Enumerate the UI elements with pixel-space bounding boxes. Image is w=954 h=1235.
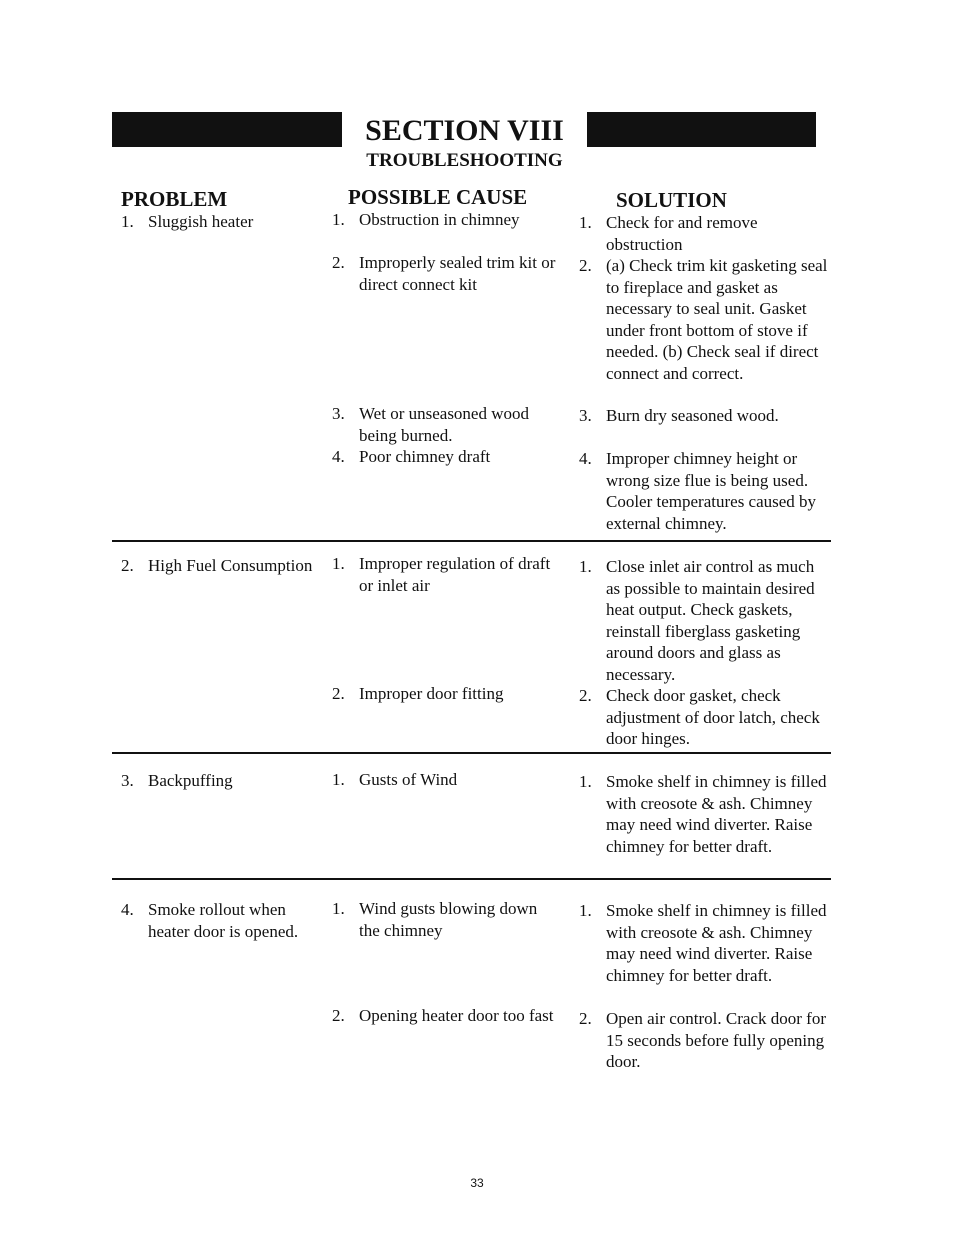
solution-text: Check for and remove obstruction	[606, 213, 758, 254]
item-number: 4.	[121, 900, 134, 919]
item-number: 1.	[332, 554, 345, 573]
item-number: 2.	[121, 556, 134, 575]
item-number: 1.	[579, 557, 592, 576]
cause-text: Opening heater door too fast	[359, 1006, 554, 1025]
item-number: 1.	[332, 770, 345, 789]
solution-text: Check door gasket, check adjustment of door latch, check door hinges.	[606, 686, 820, 749]
problem-item	[121, 555, 321, 577]
cause-text: Wet or unseasoned wood being burned.	[359, 404, 530, 445]
row-divider	[112, 878, 831, 880]
row-divider	[112, 752, 831, 754]
solution-item	[579, 212, 831, 255]
cause-item	[332, 1005, 562, 1027]
solution-text: (a) Check trim kit gasketing seal to fireplace and gasket as necessary to seal unit. Gasket under front bottom of stove if needed. (b) Check seal if direct connect and correct.	[606, 256, 828, 383]
header-bar-left	[112, 112, 342, 147]
cause-text: Wind gusts blowing down the chimney	[359, 899, 538, 940]
cause-column-heading: POSSIBLE CAUSE	[348, 185, 528, 209]
item-number: 3.	[579, 406, 592, 425]
item-number: 1.	[579, 772, 592, 791]
solution-item	[579, 771, 831, 857]
solution-text: Open air control. Crack door for 15 seconds before fully opening door.	[606, 1009, 826, 1072]
solution-text: Improper chimney height or wrong size flue is being used. Cooler temperatures caused by external chimney.	[606, 449, 817, 533]
cause-item	[332, 553, 562, 596]
item-number: 1.	[579, 213, 592, 232]
solution-item	[579, 1008, 831, 1073]
solution-item	[579, 685, 831, 750]
cause-item	[332, 446, 562, 468]
item-number: 2.	[579, 1009, 592, 1028]
solution-item	[579, 255, 831, 385]
cause-item	[332, 769, 562, 791]
cause-text: Poor chimney draft	[359, 447, 491, 466]
cause-item	[332, 252, 562, 295]
problem-text: Smoke rollout when heater door is opened.	[148, 900, 299, 941]
solution-item	[579, 448, 831, 534]
item-number: 1.	[121, 212, 134, 231]
cause-text: Gusts of Wind	[359, 770, 458, 789]
cause-item	[332, 898, 562, 941]
item-number: 2.	[332, 684, 345, 703]
item-number: 2.	[579, 686, 592, 705]
solution-text: Burn dry seasoned wood.	[606, 406, 779, 425]
solution-item	[579, 900, 831, 986]
row-divider	[112, 540, 831, 542]
solution-text: Smoke shelf in chimney is filled with creosote & ash. Chimney may need wind diverter. Raise chimney for better draft.	[606, 772, 827, 856]
page-title: TROUBLESHOOTING	[366, 150, 563, 171]
solution-text: Close inlet air control as much as possible to maintain desired heat output. Check gaskets, reinstall fiberglass gasketing around doors and glass as necessary.	[606, 557, 815, 684]
item-number: 2.	[332, 253, 345, 272]
problem-text: Sluggish heater	[148, 212, 254, 231]
problem-item	[121, 899, 321, 942]
solution-item	[579, 556, 831, 686]
problem-text: High Fuel Consumption	[148, 556, 313, 575]
item-number: 3.	[332, 404, 345, 423]
item-number: 4.	[579, 449, 592, 468]
problem-column-heading: PROBLEM	[121, 187, 228, 211]
item-number: 1.	[579, 901, 592, 920]
cause-item	[332, 403, 562, 446]
item-number: 1.	[332, 899, 345, 918]
problem-item	[121, 770, 321, 792]
cause-text: Obstruction in chimney	[359, 210, 520, 229]
problem-text: Backpuffing	[148, 771, 233, 790]
item-number: 3.	[121, 771, 134, 790]
item-number: 4.	[332, 447, 345, 466]
cause-text: Improperly sealed trim kit or direct connect kit	[359, 253, 556, 294]
item-number: 2.	[579, 256, 592, 275]
cause-item	[332, 209, 562, 231]
problem-item	[121, 211, 321, 233]
item-number: 1.	[332, 210, 345, 229]
cause-item	[332, 683, 562, 705]
solution-column-heading: SOLUTION	[616, 188, 727, 212]
solution-text: Smoke shelf in chimney is filled with creosote & ash. Chimney may need wind diverter. Raise chimney for better draft.	[606, 901, 827, 985]
cause-text: Improper door fitting	[359, 684, 504, 703]
section-title: SECTION VIII	[365, 114, 564, 147]
page-number: 33	[470, 1176, 484, 1190]
cause-text: Improper regulation of draft or inlet air	[359, 554, 551, 595]
item-number: 2.	[332, 1006, 345, 1025]
header-bar-right	[587, 112, 816, 147]
solution-item	[579, 405, 831, 427]
